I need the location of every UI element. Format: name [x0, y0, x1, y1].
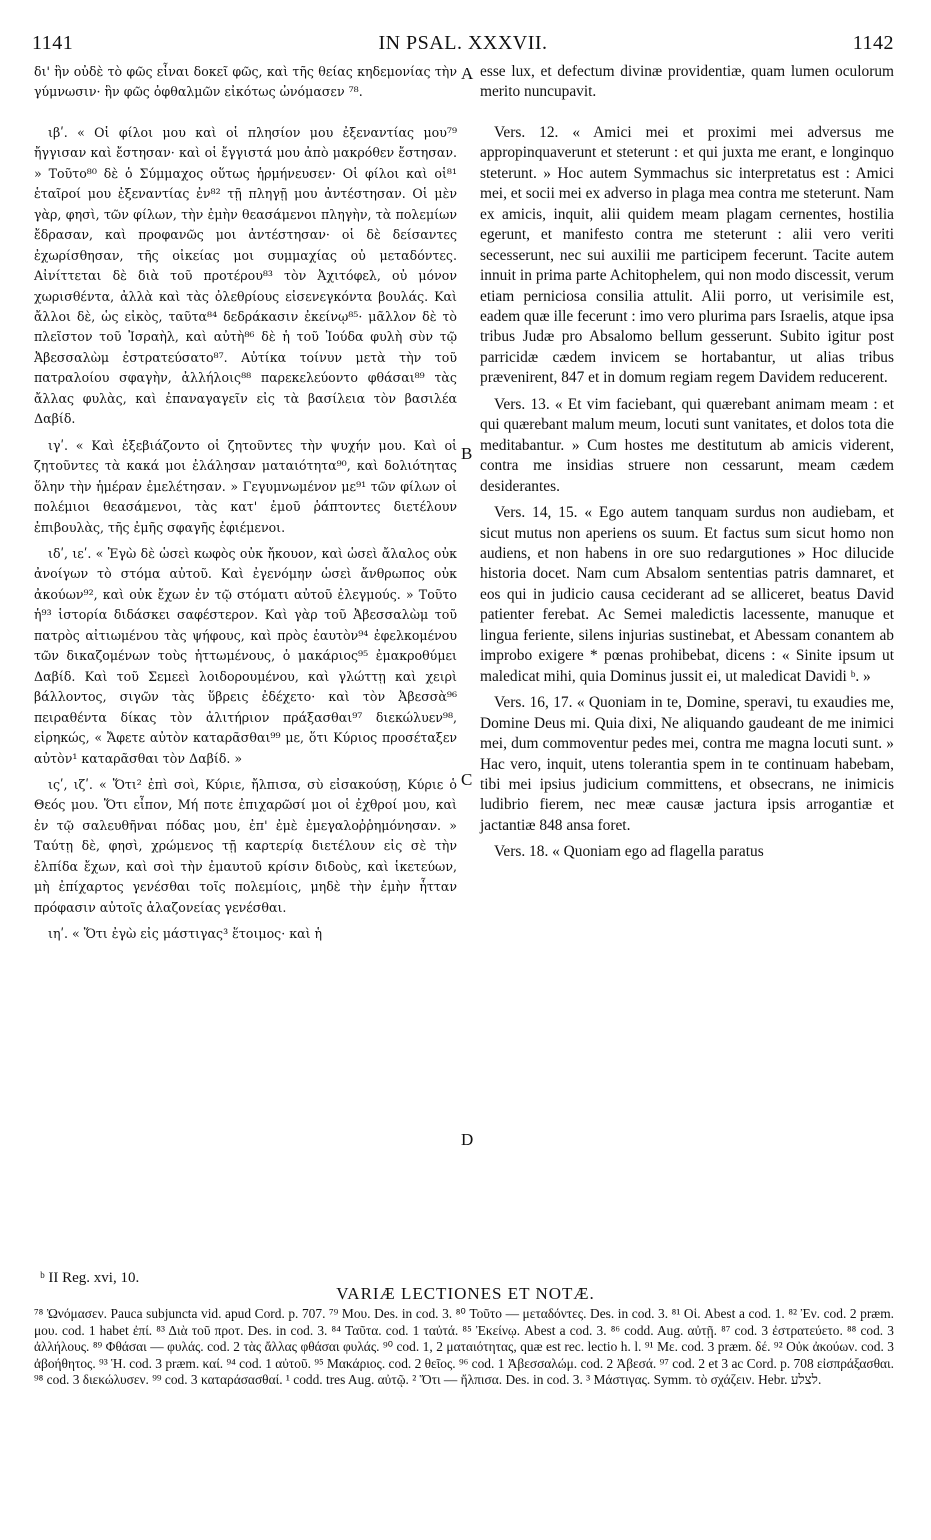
- page-number-right: 1142: [852, 32, 894, 54]
- margin-marker-a: A: [461, 64, 474, 83]
- margin-marker-b: B: [461, 444, 473, 463]
- latin-paragraph: Vers. 12. « Amici mei et proximi mei adversus me appropinquaverunt et steterunt : et qui juxta me erant, e longinquo steterunt. » Hoc autem Symmachus sic interpretatus est : Amici mei, et socii mei ex adverso in plaga mea contra me steterunt. Nam ex amicis, inquit, alii quidem meam plagam cernentes, hostilia egerunt, et manifesto contra me steterunt : alii vero veriti secesserunt, nec sui auxilii me participem fecerunt. Tacite autem innuit in prima parte Achitophelem, qui non modo discessit, verum etiam perniciosa consilia attulit. Alii porro, ut verisimile est, eadem quæ ille fecerunt : imo vero plurima pars Israelis, atque ipsa tribus Judæ pro Absalomo bellum gesserunt. Subito igitur post parricidæ cædem invicem se hortabantur, ut alias tribus prævenirent, 847 et in domum regiam regem Davidem reducerent.: [480, 123, 894, 387]
- greek-paragraph: ιβʹ. « Οἱ φίλοι μου καὶ οἱ πλησίον μου ἐξεναντίας μου⁷⁹ ἤγγισαν καὶ ἔστησαν· καὶ οἱ ἔγγιστά μου ἀπὸ μακρόθεν ἔστησαν. » Τοῦτο⁸⁰ δὲ ὁ Σύμμαχος οὕτως ἡρμήνευσεν· Οἱ φίλοι καὶ οἱ⁸¹ ἑταῖροί μου ἐξεναντίας ἐν⁸² τῇ πληγῇ μου ἀντέστησαν. Οἱ μὲν γὰρ, φησὶ, τῶν φίλων, τὴν ἐμὴν θεασάμενοι πληγὴν, τὰ πολεμίων ἔδρασαν, καὶ προφανῶς μοι ἀντέστησαν· οἱ δὲ δείσαντες ἐχωρίσθησαν, τῆς οἰκείας μοι συμμαχίας οὐ μεταδόντες. Αἰνίττεται δὲ διὰ τοῦ προτέρου⁸³ τὸν Ἀχιτόφελ, οὐ μόνον χωρισθέντα, ἀλλὰ καὶ τὰς ὀλεθρίους εἰσενεγκόντα βουλάς. Καὶ ἄλλοι δὲ, ὡς εἰκὸς, ταῦτα⁸⁴ δεδράκασιν ἐκείνῳ⁸⁵· μᾶλλον δὲ τὸ πλεῖστον τοῦ Ἰσραὴλ, καὶ αὐτὴ⁸⁶ δὲ ἡ τοῦ Ἰούδα φυλὴ σὺν τῷ Ἀβεσσαλὼμ ἐστρατεύσατο⁸⁷. Αὐτίκα τοίνυν μετὰ τὴν τοῦ πατραλοίου σφαγὴν, ἀλλήλοις⁸⁸ παρεκελεύοντο φθάσαι⁸⁹ τὰς ἄλλας φυλὰς, καὶ ἐπαναγαγεῖν εἰς τὰ βασίλεια τὸν βασιλέα Δαβίδ.: [34, 124, 457, 427]
- greek-paragraph: ιςʹ, ιζʹ. « Ὅτι² ἐπὶ σοὶ, Κύριε, ἤλπισα, σὺ εἰσακούσῃ, Κύριε ὁ Θεός μου. Ὅτι εἶπον, Μή ποτε ἐπιχαρῶσί μοι οἱ ἐχθροί μου, καὶ ἐν τῷ σαλευθῆναι πόδας μου, ἐπ' ἐμὲ ἐμεγαλοῤῥημόνησαν. » Ταύτῃ δὲ, φησὶ, χρώμενος τῇ καρτερίᾳ διετέλουν εἰς σὲ τὴν ἐλπίδα ἔχων, καὶ σοὶ τὴν ἐμαυτοῦ κρίσιν διδοὺς, καὶ ἱκετεύων, μὴ ἐπίχαρτος γενέσθαι τοῖς πολεμίοις, μηδὲ τὴν ἐμὴν ἧτταν πρόφασιν αὐτοῖς ἀλαζονείας γενέσθαι.: [34, 776, 457, 915]
- margin-marker-c: C: [461, 770, 473, 789]
- latin-paragraph: Vers. 14, 15. « Ego autem tanquam surdus non audiebam, et sicut mutus non aperiens os suum. Et factus sum sicut homo non audiens, et non habens in ore suo redargutiones » Hoc dilucide historia docet. Nam cum Absalom sententias patris damnaret, et eos qui in judicio causa ceciderant ad se alliceret, beatus David patienter ferebat. Ac Semei maledictis lacessente, manuque et lingua feriente, silens injurias sustinebat, et Abessam conantem ab improbo exigere * pœnas prohibebat, dicens : « Sinite ipsum ut maledicat mihi, quia Dominus jussit ei, ut maledicat Davidi ᵇ. »: [480, 504, 894, 685]
- latin-paragraph: Vers. 18. « Quoniam ego ad flagella paratus: [494, 843, 764, 861]
- latin-column: [480, 62, 894, 869]
- greek-paragraph: ιγʹ. « Καὶ ἐξεβιάζοντο οἱ ζητοῦντες τὴν ψυχήν μου. Καὶ οἱ ζητοῦντες τὰ κακά μοι ἐλάλησαν ματαιότητα⁹⁰, καὶ δολιότητας ὅλην τὴν ἡμέραν ἐμελέτησαν. » Γεγυμνωμένον με⁹¹ τῶν φίλων οἱ πολέμιοι θεασάμενοι, τὰς κατ' ἐμοῦ ῥάπτοντες διετέλουν ἐπιβουλὰς, τῆς ἐμῆς σφαγῆς ἐφιέμενοι.: [34, 437, 457, 535]
- variant-notes: ⁷⁸ Ὠνόμασεν. Pauca subjuncta vid. apud Cord. p. 707. ⁷⁹ Μου. Des. in cod. 3. ⁸⁰ Τοῦτο — μεταδόντες. Des. in cod. 3. ⁸¹ Οἱ. Abest a cod. 1. ⁸² Ἐν. cod. 2 præm. μου. cod. 1 habet ἐπί. ⁸³ Διὰ τοῦ προτ. Des. in cod. 3. ⁸⁴ Ταῦτα. cod. 1 ταὐτά. ⁸⁵ Ἐκείνῳ. Abest a cod. 3. ⁸⁶ codd. Aug. αὐτῇ. ⁸⁷ cod. 3 ἐστρατεύετο. ⁸⁸ cod. 3 ἀλλήλους. ⁸⁹ Φθάσαι — φυλάς. cod. 2 τὰς ἄλλας φθάσαι φυλάς. ⁹⁰ cod. 1, 2 ματαιότητας, quæ est rec. lectio h. l. ⁹¹ Με. cod. 3 præm. δέ. ⁹² Οὐκ ἀκούων. cod. 3 ἀβοήθητος. ⁹³ Ἡ. cod. 3 præm. καί. ⁹⁴ cod. 1 αὐτοῦ. ⁹⁵ Μακάριος. cod. 2 θεῖος. ⁹⁶ cod. 1 Ἀβεσσαλώμ. cod. 2 Ἀβεσά. ⁹⁷ cod. 2 et 3 ac Cord. p. 708 εἰσπράξασθαι. ⁹⁸ cod. 3 διεκώλυσεν. ⁹⁹ cod. 3 καταράσασθαί. ¹ codd. tres Aug. αὐτῷ. ² Ὅτι — ἤλπισα. Des. in cod. 3. ³ Μάστιγας. Symm. τὸ σχάζειν. Hebr. לצלע.: [34, 1306, 894, 1388]
- latin-paragraph: Vers. 16, 17. « Quoniam in te, Domine, speravi, tu exaudies me, Domine Deus mi. Quia dixi, Ne aliquando gaudeant de me inimici mei, dum commoventur pedes mei, contra me magna locuti sunt. » Hac vero, inquit, utens tolerantia spem in te continuam habebam, tibi mei ipsius judicium committens, et obsecrans, ne inimicis ludibrio fierem, nec meæ causæ jactura ipsis arrogantiæ et jactantiæ 848 ansa foret.: [480, 694, 894, 834]
- margin-marker-d: D: [461, 1130, 474, 1149]
- page-number-left: 1141: [32, 32, 74, 54]
- greek-paragraph: ιηʹ. « Ὅτι ἐγὼ εἰς μάστιγας³ ἕτοιμος· καὶ ἡ: [48, 926, 323, 942]
- running-header: [32, 32, 894, 58]
- greek-paragraph: ιδʹ, ιεʹ. « Ἐγὼ δὲ ὡσεὶ κωφὸς οὐκ ἤκουον, καὶ ὡσεὶ ἄλαλος οὐκ ἀνοίγων τὸ στόμα αὐτοῦ. Καὶ ἐγενόμην ὡσεὶ ἄνθρωπος οὐκ ἀκούων⁹², καὶ οὐκ ἔχων ἐν τῷ στόματι αὐτοῦ ἐλεγμούς. » Τοῦτο ἡ⁹³ ἱστορία διδάσκει σαφέστερον. Καὶ γὰρ τοῦ Ἀβεσσαλὼμ τοῦ πατρὸς αἰτιωμένου τὰς ψήφους, καὶ πρὸς ἑαυτὸν⁹⁴ ἐφελκομένου τῶν δικαζομένων τοὺς ἡττωμένους, ὁ μακάριος⁹⁵ ἐμακροθύμει Δαβίδ. Καὶ τοῦ Σεμεεὶ λοιδορουμένου, καὶ γλώττῃ καὶ χειρὶ βάλλοντος, σιγῶν τὰς ὕβρεις ἐδέχετο· καὶ τὸν Ἀβεσσὰ⁹⁶ πειραθέντα δίκας τὸν ἀλιτήριον πράξασθαι⁹⁷ διεκώλυεν⁹⁸, εἰρηκώς, « Ἄφετε αὐτὸν καταρᾶσθαι⁹⁹ με, ὅτι Κύριος προσέταξεν αὐτὸν¹ καταρᾶσθαι τὸν Δαβίδ. »: [34, 545, 457, 766]
- latin-paragraph: esse lux, et defectum divinæ providentiæ, quam lumen oculorum merito nuncupavit.: [480, 63, 894, 101]
- running-title: IN PSAL. XXXVII.: [378, 32, 548, 54]
- footnote-reference: ᵇ II Reg. xvi, 10.: [40, 1270, 140, 1286]
- notes-title: VARIÆ LECTIONES ET NOTÆ.: [336, 1284, 595, 1303]
- greek-paragraph: δι' ἣν οὐδὲ τὸ φῶς εἶναι δοκεῖ φῶς, καὶ τῆς θείας κηδεμονίας τὴν γύμνωσιν· ἣν φῶς ὀφθαλμῶν εἰκότως ὠνόμασεν ⁷⁸.: [34, 64, 457, 100]
- latin-paragraph: Vers. 13. « Et vim faciebant, qui quærebant animam meam : et qui quærebant malum meum, locuti sunt vanitates, et dolos tota die meditabantur. » Cum hostes me destitutum ab amicis viderent, contra me insidias struere non cessarunt, meam cædem desiderantes.: [480, 395, 894, 495]
- greek-column: [34, 62, 457, 951]
